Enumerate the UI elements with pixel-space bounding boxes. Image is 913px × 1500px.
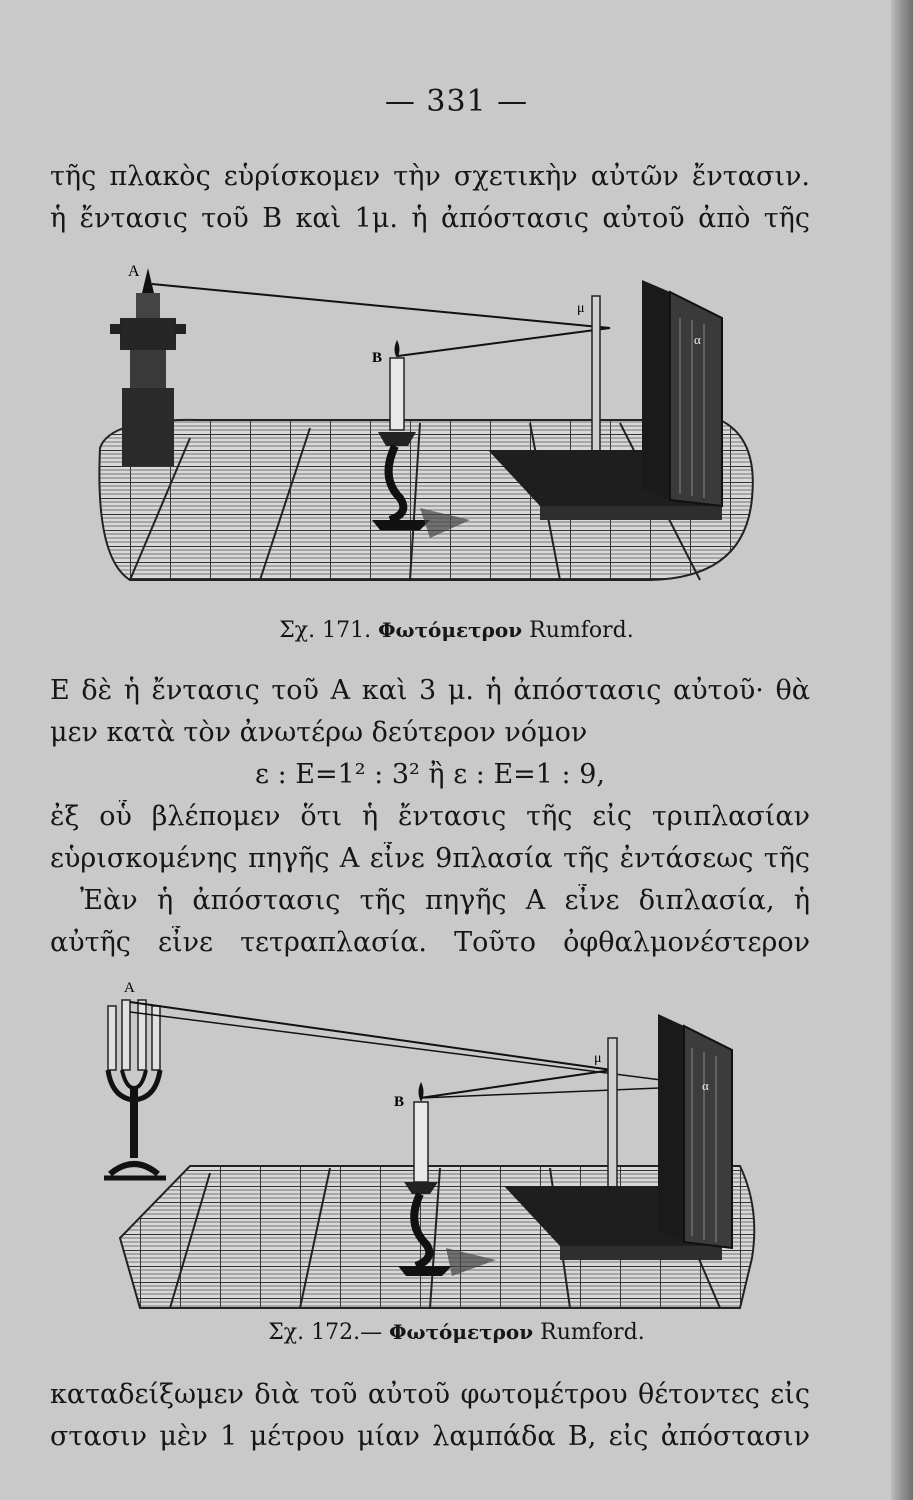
text-line: Ε δὲ ἡ ἔντασις τοῦ Α καὶ 3 μ. ἡ ἀπόστασις αὐτοῦ· θὰ xyxy=(50,675,810,706)
page-edge-shadow xyxy=(891,0,913,1500)
caption-title: Φωτόμετρον xyxy=(378,618,523,642)
label-A: A xyxy=(128,263,140,280)
label-mu: μ xyxy=(594,1051,602,1066)
caption-prefix: Σχ. 171. xyxy=(279,618,372,643)
text-line: ἐξ οὗ βλέπομεν ὅτι ἡ ἔντασις τῆς εἰς τριπλασίαν xyxy=(50,801,810,832)
caption-title: Φωτόμετρον xyxy=(389,1320,534,1344)
label-A: A xyxy=(124,980,135,996)
label-B: B xyxy=(394,1094,405,1110)
figure-171-illustration xyxy=(90,258,760,588)
text-line: τῆς πλακὸς εὑρίσκομεν τὴν σχετικὴν αὐτῶν ἔντασιν. xyxy=(50,161,810,192)
text-line: καταδείξωμεν διὰ τοῦ αὐτοῦ φωτομέτρου θέτοντες εἰς xyxy=(50,1379,810,1410)
text-line: Ἐὰν ἡ ἀπόστασις τῆς πηγῆς Α εἶνε διπλασία, ἡ xyxy=(80,885,810,916)
text-line: μεν κατὰ τὸν ἀνωτέρω δεύτερον νόμον xyxy=(50,717,588,748)
figure-171-caption xyxy=(0,618,913,643)
caption-prefix: Σχ. 172.— xyxy=(268,1320,383,1345)
label-alpha: α xyxy=(702,1078,709,1093)
text-line: ἡ ἔντασις τοῦ Β καὶ 1μ. ἡ ἀπόστασις αὐτοῦ ἀπὸ τῆς xyxy=(50,203,810,234)
caption-name: Rumford. xyxy=(540,1320,645,1345)
text-line: αὐτῆς εἶνε τετραπλασία. Τοῦτο ὀφθαλμονέστερον xyxy=(50,927,810,958)
equation: ε : Ε=1² : 3² ἢ ε : Ε=1 : 9, xyxy=(255,759,605,790)
figure-172-caption xyxy=(0,1320,913,1345)
text-line: στασιν μὲν 1 μέτρου μίαν λαμπάδα Β, εἰς ἀπόστασιν xyxy=(50,1421,810,1452)
label-B: B xyxy=(372,350,383,366)
label-mu: μ xyxy=(577,301,585,316)
label-alpha: α xyxy=(694,332,701,347)
figure-172-illustration xyxy=(100,978,760,1318)
page-number: — 331 — xyxy=(384,84,529,119)
caption-name: Rumford. xyxy=(529,618,634,643)
text-line: εὑρισκομένης πηγῆς Α εἶνε 9πλασία τῆς ἐντάσεως τῆς xyxy=(50,843,810,874)
candelabrum-A-icon xyxy=(104,1000,166,1178)
